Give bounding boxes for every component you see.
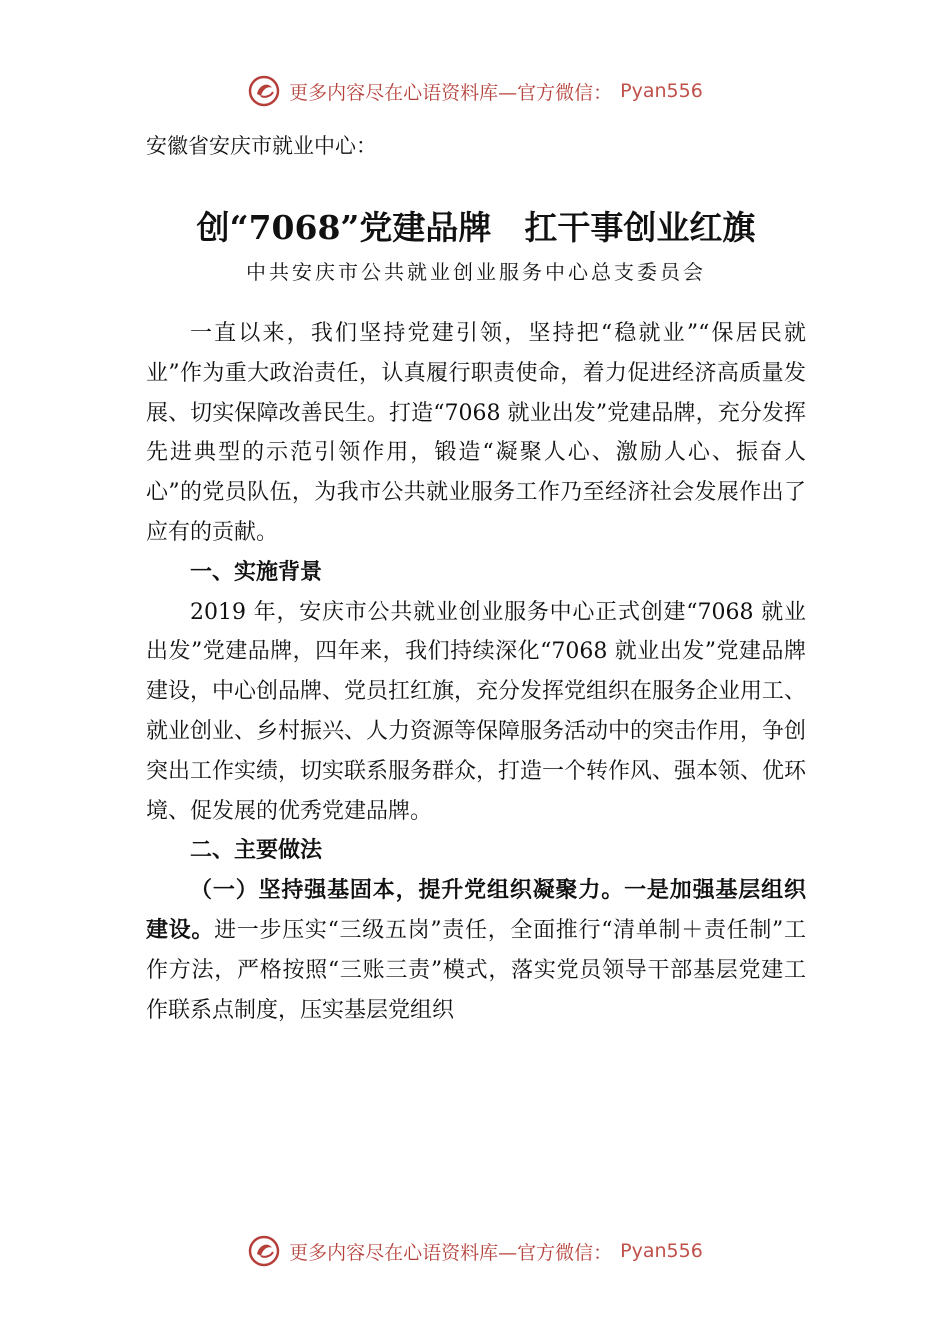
watermark-bottom [0, 1234, 950, 1268]
intro-paragraph: 一直以来，我们坚持党建引领，坚持把“稳就业”“保居民就业”作为重大政治责任，认真履行职责使命，着力促进经济高质量发展、切实保障改善民生。打造“7068 就业出发”党建品牌，充分发挥先进典型的示范引领作用，锻造“凝聚人心、激励人心、振奋人心”的党员队伍，为我市公共就业服务工作乃至经济社会发展作出了应有的贡献。 [146, 321, 806, 545]
watermark-top [0, 74, 950, 108]
watermark-text: 更多内容尽在心语资料库—官方微信： [289, 1241, 613, 1264]
subsection-body: 进一步压实“三级五岗”责任，全面推行“清单制＋责任制”工作方法，严格按照“三账三责”模式，落实党员领导干部基层党建工作联系点制度，压实基层党组织 [146, 917, 806, 1023]
rose-seal-logo-icon [247, 1234, 281, 1268]
watermark-text: 更多内容尽在心语资料库—官方微信： [289, 81, 613, 104]
document-header: 安徽省安庆市就业中心： [146, 134, 377, 158]
rose-seal-logo-icon [247, 74, 281, 108]
subsection-lead: 一是加强基层组织建设。 [146, 877, 806, 943]
watermark-wechat-id: Pyan556 [620, 1240, 703, 1262]
section-heading-background: 一、实施背景 [190, 559, 323, 585]
document-subtitle: 中共安庆市公共就业创业服务中心总支委员会 [246, 260, 706, 284]
document-body [146, 128, 806, 1030]
watermark-wechat-id: Pyan556 [620, 80, 703, 102]
background-paragraph: 2019 年，安庆市公共就业创业服务中心正式创建“7068 就业出发”党建品牌，四年来，我们持续深化“7068 就业出发”党建品牌建设，中心创品牌、党员扛红旗，充分发挥党组织在服务企业用工、就业创业、乡村振兴、人力资源等保障服务活动中的突击作用，争创突出工作实绩，切实联系服务群众，打造一个转作风、强本领、优环境、促发展的优秀党建品牌。 [146, 599, 807, 824]
document-title: 创“7068”党建品牌 扛干事创业红旗 [196, 208, 756, 247]
methods-paragraph-1 [146, 871, 806, 1030]
subsection-heading: （一）坚持强基固本，提升党组织凝聚力。 [190, 877, 625, 904]
section-heading-methods: 二、主要做法 [190, 838, 323, 864]
